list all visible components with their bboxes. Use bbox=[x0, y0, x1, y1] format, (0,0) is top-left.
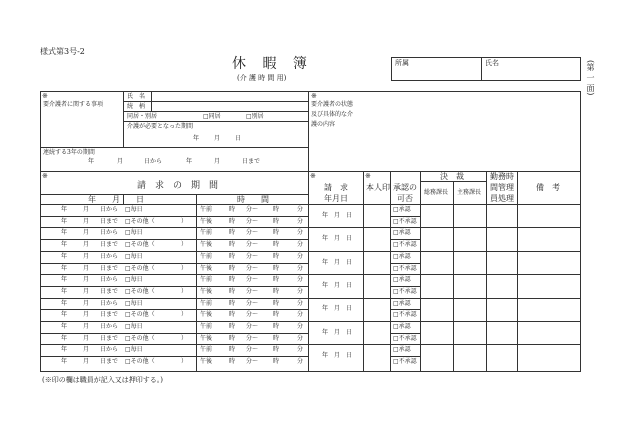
row-hour: 時 bbox=[229, 335, 236, 342]
approved-checkbox[interactable]: □承認 bbox=[393, 276, 411, 283]
separate-checkbox[interactable]: □別居 bbox=[246, 113, 264, 120]
care-relation-label: 続 柄 bbox=[127, 103, 146, 110]
row-am: 午前 bbox=[200, 276, 213, 283]
row-until: 日まで bbox=[100, 311, 119, 318]
chief-manager-header: 主務課長 bbox=[457, 189, 482, 196]
general-manager-header: 総務課長 bbox=[424, 189, 449, 196]
condition-mark: ※ bbox=[311, 92, 317, 100]
attendance-header-2: 間管理 bbox=[490, 183, 514, 192]
row-year: 年 bbox=[61, 206, 68, 213]
row-min: 分 bbox=[297, 241, 304, 248]
row-close-paren: ） bbox=[181, 241, 188, 248]
consec-from-year: 年 bbox=[88, 158, 95, 165]
row-hour: 時 bbox=[273, 323, 280, 330]
row-pm: 午後 bbox=[200, 311, 213, 318]
form-title: 休 暇 簿 bbox=[232, 56, 313, 72]
approved-checkbox[interactable]: □承認 bbox=[393, 300, 411, 307]
every-day-checkbox[interactable]: □毎日 bbox=[125, 276, 143, 283]
form-subtitle: (介 護 時 間 用) bbox=[237, 74, 287, 82]
approved-checkbox[interactable]: □承認 bbox=[393, 253, 411, 260]
approved-checkbox[interactable]: □承認 bbox=[393, 206, 411, 213]
care-name-label: 氏 名 bbox=[127, 93, 146, 100]
row-close-paren: ） bbox=[181, 311, 188, 318]
footnote: (※印の欄は職員が記入又は押印する。) bbox=[42, 376, 163, 384]
row-from: 日から bbox=[100, 229, 119, 236]
care-recipient-label: 要介護者に関する事項 bbox=[43, 101, 104, 108]
row-am: 午前 bbox=[200, 229, 213, 236]
row-min: 分 bbox=[297, 229, 304, 236]
row-from: 日から bbox=[100, 300, 119, 307]
row-close-paren: ） bbox=[181, 358, 188, 365]
approved-checkbox[interactable]: □承認 bbox=[393, 323, 411, 330]
cohabit-label: 同居・別居 bbox=[127, 113, 158, 120]
row-until: 日まで bbox=[100, 218, 119, 225]
not-approved-checkbox[interactable]: □不承認 bbox=[393, 241, 417, 248]
row-hour: 時 bbox=[273, 229, 280, 236]
needed-year: 年 bbox=[193, 135, 200, 142]
other-checkbox[interactable]: □その他（ bbox=[125, 288, 155, 295]
row-min: 分 bbox=[297, 218, 304, 225]
consec-from: 日から bbox=[144, 158, 163, 165]
approved-checkbox[interactable]: □承認 bbox=[393, 229, 411, 236]
row-hour: 時 bbox=[229, 358, 236, 365]
row-hour: 時 bbox=[229, 265, 236, 272]
not-approved-checkbox[interactable]: □不承認 bbox=[393, 265, 417, 272]
seal-mark: ※ bbox=[365, 172, 371, 180]
row-until: 日まで bbox=[100, 288, 119, 295]
row-am: 午前 bbox=[200, 323, 213, 330]
request-date-header-1: 請 求 bbox=[324, 183, 348, 192]
row-month: 月 bbox=[83, 323, 90, 330]
approve-header-2: 可否 bbox=[397, 194, 413, 203]
row-min: 分 bbox=[297, 206, 304, 213]
every-day-checkbox[interactable]: □毎日 bbox=[125, 323, 143, 330]
self-seal-header: 本人印 bbox=[366, 183, 390, 192]
row-min-to: 分〜 bbox=[246, 265, 259, 272]
row-hour: 時 bbox=[273, 206, 280, 213]
affiliation-field[interactable] bbox=[415, 62, 475, 76]
row-month: 月 bbox=[83, 300, 90, 307]
ymd-header: 年 月 日 bbox=[88, 195, 144, 204]
row-month: 月 bbox=[83, 311, 90, 318]
decision-header: 決 裁 bbox=[440, 172, 464, 181]
condition-label-2: 及び具体的な介 bbox=[311, 111, 354, 118]
row-min: 分 bbox=[297, 253, 304, 260]
row-min: 分 bbox=[297, 323, 304, 330]
row-min: 分 bbox=[297, 288, 304, 295]
row-min: 分 bbox=[297, 358, 304, 365]
every-day-checkbox[interactable]: □毎日 bbox=[125, 229, 143, 236]
row-min: 分 bbox=[297, 300, 304, 307]
not-approved-checkbox[interactable]: □不承認 bbox=[393, 358, 417, 365]
row-am: 午前 bbox=[200, 346, 213, 353]
row-min: 分 bbox=[297, 265, 304, 272]
form-number: 様式第3号-2 bbox=[40, 47, 85, 56]
row-year: 年 bbox=[61, 229, 68, 236]
request-date: 年 月 日 bbox=[322, 235, 353, 242]
other-checkbox[interactable]: □その他（ bbox=[125, 358, 155, 365]
cohabit-checkbox[interactable]: □同居 bbox=[203, 113, 221, 120]
care-name-field[interactable] bbox=[155, 92, 305, 100]
request-date: 年 月 日 bbox=[322, 329, 353, 336]
time-header: 時 間 bbox=[237, 195, 269, 204]
request-date: 年 月 日 bbox=[322, 259, 353, 266]
row-min: 分 bbox=[297, 311, 304, 318]
row-pm: 午後 bbox=[200, 288, 213, 295]
other-checkbox[interactable]: □その他（ bbox=[125, 311, 155, 318]
row-year: 年 bbox=[61, 300, 68, 307]
row-until: 日まで bbox=[100, 265, 119, 272]
row-min-to: 分〜 bbox=[246, 346, 259, 353]
row-month: 月 bbox=[83, 276, 90, 283]
row-am: 午前 bbox=[200, 300, 213, 307]
row-min: 分 bbox=[297, 335, 304, 342]
condition-label-3: 護の内容 bbox=[311, 121, 336, 128]
row-close-paren: ） bbox=[181, 218, 188, 225]
consec-to-month: 月 bbox=[214, 158, 221, 165]
every-day-checkbox[interactable]: □毎日 bbox=[125, 253, 143, 260]
row-until: 日まで bbox=[100, 241, 119, 248]
row-month: 月 bbox=[83, 265, 90, 272]
not-approved-checkbox[interactable]: □不承認 bbox=[393, 335, 417, 342]
consec-to-year: 年 bbox=[186, 158, 193, 165]
row-month: 月 bbox=[83, 206, 90, 213]
row-pm: 午後 bbox=[200, 218, 213, 225]
consec-until: 日まで bbox=[242, 158, 261, 165]
row-hour: 時 bbox=[229, 346, 236, 353]
row-hour: 時 bbox=[273, 241, 280, 248]
attendance-header-1: 勤務時 bbox=[490, 172, 514, 181]
row-month: 月 bbox=[83, 346, 90, 353]
row-hour: 時 bbox=[273, 300, 280, 307]
row-hour: 時 bbox=[273, 346, 280, 353]
row-min-to: 分〜 bbox=[246, 300, 259, 307]
row-year: 年 bbox=[61, 276, 68, 283]
row-month: 月 bbox=[83, 229, 90, 236]
other-checkbox[interactable]: □その他（ bbox=[125, 241, 155, 248]
row-min-to: 分〜 bbox=[246, 241, 259, 248]
request-date-mark: ※ bbox=[310, 172, 316, 180]
name-label: 氏名 bbox=[485, 59, 499, 67]
row-year: 年 bbox=[61, 253, 68, 260]
attendance-header-3: 員処理 bbox=[490, 194, 514, 203]
row-year: 年 bbox=[61, 335, 68, 342]
needed-month: 月 bbox=[214, 135, 221, 142]
row-min-to: 分〜 bbox=[246, 358, 259, 365]
row-am: 午前 bbox=[200, 253, 213, 260]
row-hour: 時 bbox=[273, 276, 280, 283]
row-hour: 時 bbox=[273, 358, 280, 365]
row-hour: 時 bbox=[229, 311, 236, 318]
row-from: 日から bbox=[100, 206, 119, 213]
table-mark: ※ bbox=[42, 172, 48, 180]
care-relation-field[interactable] bbox=[155, 102, 305, 110]
row-min-to: 分〜 bbox=[246, 218, 259, 225]
consec-from-month: 月 bbox=[117, 158, 124, 165]
row-hour: 時 bbox=[229, 276, 236, 283]
row-min-to: 分〜 bbox=[246, 276, 259, 283]
other-checkbox[interactable]: □その他（ bbox=[125, 265, 155, 272]
row-hour: 時 bbox=[229, 288, 236, 295]
not-approved-checkbox[interactable]: □不承認 bbox=[393, 311, 417, 318]
row-year: 年 bbox=[61, 241, 68, 248]
row-pm: 午後 bbox=[200, 358, 213, 365]
request-date: 年 月 日 bbox=[322, 305, 353, 312]
row-from: 日から bbox=[100, 276, 119, 283]
not-approved-checkbox[interactable]: □不承認 bbox=[393, 288, 417, 295]
row-year: 年 bbox=[61, 288, 68, 295]
row-from: 日から bbox=[100, 253, 119, 260]
row-month: 月 bbox=[83, 335, 90, 342]
every-day-checkbox[interactable]: □毎日 bbox=[125, 206, 143, 213]
row-year: 年 bbox=[61, 346, 68, 353]
row-until: 日まで bbox=[100, 335, 119, 342]
row-pm: 午後 bbox=[200, 241, 213, 248]
needed-day: 日 bbox=[235, 135, 242, 142]
row-close-paren: ） bbox=[181, 265, 188, 272]
row-month: 月 bbox=[83, 358, 90, 365]
row-hour: 時 bbox=[229, 206, 236, 213]
condition-field[interactable] bbox=[370, 95, 575, 165]
row-pm: 午後 bbox=[200, 265, 213, 272]
other-checkbox[interactable]: □その他（ bbox=[125, 335, 155, 342]
row-hour: 時 bbox=[229, 323, 236, 330]
row-min-to: 分〜 bbox=[246, 288, 259, 295]
name-field[interactable] bbox=[505, 62, 575, 76]
row-year: 年 bbox=[61, 265, 68, 272]
row-year: 年 bbox=[61, 323, 68, 330]
request-date: 年 月 日 bbox=[322, 282, 353, 289]
row-close-paren: ） bbox=[181, 288, 188, 295]
row-hour: 時 bbox=[229, 229, 236, 236]
row-hour: 時 bbox=[273, 253, 280, 260]
approve-header-1: 承認の bbox=[393, 183, 417, 192]
row-min: 分 bbox=[297, 276, 304, 283]
row-hour: 時 bbox=[273, 265, 280, 272]
affiliation-label: 所属 bbox=[395, 59, 409, 67]
row-hour: 時 bbox=[229, 253, 236, 260]
page-label: (第 一 面) bbox=[586, 60, 595, 96]
request-date: 年 月 日 bbox=[322, 352, 353, 359]
row-min-to: 分〜 bbox=[246, 335, 259, 342]
row-min: 分 bbox=[297, 346, 304, 353]
row-min-to: 分〜 bbox=[246, 229, 259, 236]
request-date-header-2: 年月日 bbox=[324, 194, 348, 203]
remarks-header: 備 考 bbox=[536, 183, 560, 192]
row-hour: 時 bbox=[273, 218, 280, 225]
row-min-to: 分〜 bbox=[246, 311, 259, 318]
row-hour: 時 bbox=[273, 311, 280, 318]
row-hour: 時 bbox=[229, 241, 236, 248]
not-approved-checkbox[interactable]: □不承認 bbox=[393, 218, 417, 225]
consecutive-label: 連続する3年の期間 bbox=[43, 149, 95, 156]
row-year: 年 bbox=[61, 218, 68, 225]
care-mark: ※ bbox=[42, 92, 48, 100]
row-am: 午前 bbox=[200, 206, 213, 213]
row-from: 日から bbox=[100, 323, 119, 330]
row-min-to: 分〜 bbox=[246, 323, 259, 330]
row-hour: 時 bbox=[273, 335, 280, 342]
condition-label-1: 要介護者の状態 bbox=[311, 101, 354, 108]
row-hour: 時 bbox=[229, 218, 236, 225]
row-month: 月 bbox=[83, 218, 90, 225]
row-min-to: 分〜 bbox=[246, 206, 259, 213]
row-month: 月 bbox=[83, 241, 90, 248]
approved-checkbox[interactable]: □承認 bbox=[393, 346, 411, 353]
request-period-header: 請 求 の 期 間 bbox=[137, 181, 219, 191]
row-month: 月 bbox=[83, 253, 90, 260]
row-min-to: 分〜 bbox=[246, 253, 259, 260]
row-year: 年 bbox=[61, 358, 68, 365]
request-date: 年 月 日 bbox=[322, 212, 353, 219]
row-hour: 時 bbox=[273, 288, 280, 295]
row-close-paren: ） bbox=[181, 335, 188, 342]
every-day-checkbox[interactable]: □毎日 bbox=[125, 346, 143, 353]
every-day-checkbox[interactable]: □毎日 bbox=[125, 300, 143, 307]
needed-period-label: 介護が必要となった期間 bbox=[127, 123, 194, 130]
row-hour: 時 bbox=[229, 300, 236, 307]
row-year: 年 bbox=[61, 311, 68, 318]
row-from: 日から bbox=[100, 346, 119, 353]
other-checkbox[interactable]: □その他（ bbox=[125, 218, 155, 225]
row-until: 日まで bbox=[100, 358, 119, 365]
row-pm: 午後 bbox=[200, 335, 213, 342]
row-month: 月 bbox=[83, 288, 90, 295]
